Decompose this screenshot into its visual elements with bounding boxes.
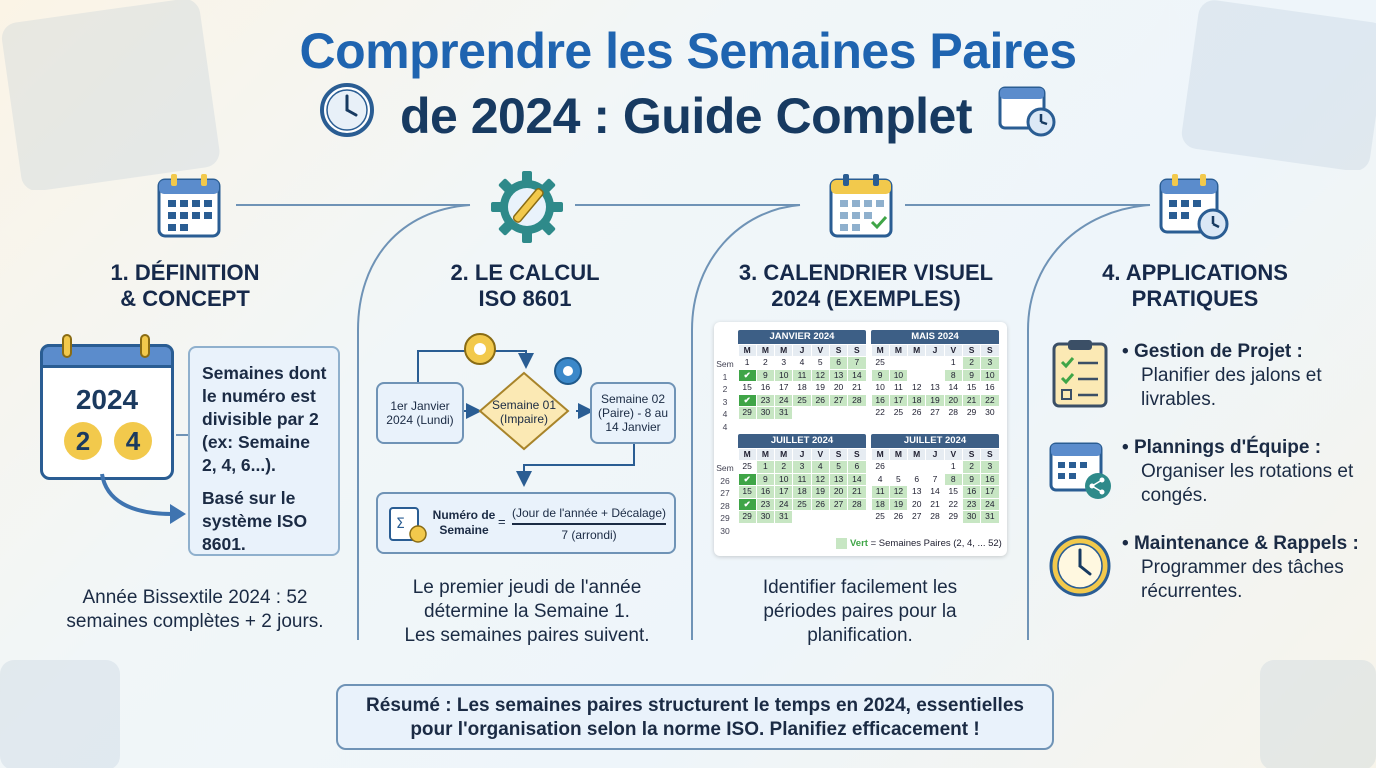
heading-line: ISO 8601 (478, 286, 572, 311)
month-july (738, 434, 866, 523)
note-line: Le premier jeudi de l'année (412, 577, 642, 598)
calendar-note (712, 576, 1008, 648)
heading-line: 3. CALENDRIER VISUEL (738, 260, 994, 285)
month-title: MAIS 2024 (871, 330, 999, 344)
note-line: détermine la Semaine 1. (424, 601, 630, 622)
note-line: périodes paires pour la (763, 601, 957, 622)
section-heading-calcul (400, 260, 650, 312)
item-title: Maintenance & Rappels : (1133, 533, 1359, 554)
formula-icon (388, 504, 428, 544)
calendar-share-icon (1048, 438, 1114, 502)
heading-line: 1. DÉFINITION (110, 260, 260, 285)
application-item: • Maintenance & Rappels : Programmer des tâches récurrentes. (1122, 532, 1362, 604)
month-title: JUILLET 2024 (871, 434, 999, 448)
definition-text: Semaines dont le numéro est divisible par 2 (ex: Semaine 2, 4, 6...). (202, 363, 327, 475)
note-line: Les semaines paires suivent. (404, 625, 650, 646)
calendar-legend (836, 538, 1002, 549)
month-grid: M M M J V S S 25 1 2 3 9 10 8 9 10 10 11 12 13 14 15 16 16 17 18 19 20 21 22 22 25 26 27 28 29 30 (871, 344, 999, 419)
month-july-2 (871, 434, 999, 523)
heading-line: & CONCEPT (120, 286, 250, 311)
note-line: Identifier facilement les (762, 577, 958, 598)
legend-word: Vert (850, 538, 868, 550)
month-grid: M M M J V S S 25 1 2 3 4 5 6 ✔ 9 10 11 12 13 14 15 16 17 18 19 20 21 ✔ 23 24 25 26 27 28 29 30 31 (738, 448, 866, 523)
formula-denominator: 7 (arrondi) (561, 528, 617, 542)
heading-line: 2024 (EXEMPLES) (771, 286, 961, 311)
week-number-column: Sem 1 2 3 4 4 (714, 358, 736, 433)
item-desc: Organiser les rotations et congés. (1141, 461, 1354, 506)
month-title: JUILLET 2024 (738, 434, 866, 448)
page-title-line1: Comprendre les Semaines Paires (299, 23, 1077, 79)
heading-line: 2. LE CALCUL (450, 260, 600, 285)
formula-fraction-bar (512, 523, 666, 525)
calendar-clock-icon (1158, 172, 1230, 242)
page-title-text: de 2024 : Guide Complet (400, 88, 972, 144)
heading-line: PRATIQUES (1131, 286, 1259, 311)
week-number-column: Sem 26 27 28 29 30 (714, 462, 736, 537)
note-line: Année Bissextile 2024 : 52 (82, 587, 308, 608)
calendar-icon (156, 172, 222, 240)
item-title: Gestion de Projet : (1133, 341, 1303, 362)
month-title: JANVIER 2024 (738, 330, 866, 344)
calendar-year: 2024 (75, 384, 139, 415)
section-heading-applications (1060, 260, 1330, 312)
note-line: planification. (807, 625, 913, 646)
formula-numerator: (Jour de l'année + Décalage) (511, 506, 667, 520)
legend-swatch (836, 538, 847, 549)
gear-wrench-icon (488, 168, 566, 246)
digit-badge: 2 (64, 422, 102, 460)
formula-label: Numéro de Semaine (432, 508, 496, 537)
item-desc: Programmer des tâches récurrentes. (1141, 557, 1344, 602)
summary-line: Résumé : Les semaines paires structurent le temps en 2024, essentielles (366, 695, 1024, 716)
svg-text:Σ: Σ (396, 516, 405, 532)
section-heading-definition (60, 260, 310, 312)
calc-note (372, 576, 682, 648)
flow-end-box: Semaine 02 (Paire) - 8 au 14 Janvier (590, 382, 676, 444)
application-item: • Gestion de Projet : Planifier des jalons et livrables. (1122, 340, 1362, 412)
heading-line: 4. APPLICATIONS (1102, 260, 1288, 285)
arrow-icon (90, 470, 190, 530)
legend-text: = Semaines Paires (2, 4, ... 52) (870, 538, 1002, 550)
clock-icon (1048, 534, 1112, 598)
calendar-examples-panel (714, 322, 1007, 556)
week-label: Sem (716, 359, 734, 369)
application-item: • Plannings d'Équipe : Organiser les rotations et congés. (1122, 436, 1362, 508)
month-grid: M M M J V S S 26 1 2 3 4 5 6 7 8 9 16 11 12 13 14 15 16 17 18 19 20 21 22 23 24 25 26 27 28 29 30 31 (871, 448, 999, 523)
summary-box (336, 684, 1054, 750)
flow-start-box: 1er Janvier 2024 (Lundi) (376, 382, 464, 444)
month-may (871, 330, 999, 419)
flow-decision-label: Semaine 01 (Impaire) (491, 398, 557, 426)
item-title: Plannings d'Équipe : (1133, 437, 1322, 458)
item-desc: Planifier des jalons et livrables. (1141, 365, 1322, 410)
formula-equals: = (498, 514, 506, 529)
calendar-check-icon (828, 172, 894, 240)
digit-badge: 4 (114, 422, 152, 460)
week-label: Sem (716, 463, 734, 473)
month-january (738, 330, 866, 419)
clipboard-checklist-icon (1050, 338, 1110, 410)
iso-text: Basé sur le système ISO 8601. (202, 488, 308, 554)
month-grid: M M M J V S S 1 2 3 4 5 6 7 ✔ 9 10 11 12 13 14 15 16 17 18 19 20 21 ✔ 23 24 25 26 27 28 29 30 31 (738, 344, 866, 419)
formula-box (376, 492, 676, 554)
definition-box (188, 346, 340, 556)
section-heading-calendar (716, 260, 1016, 312)
leap-year-note (30, 586, 360, 634)
note-line: semaines complètes + 2 jours. (66, 611, 324, 632)
summary-line: pour l'organisation selon la norme ISO. Planifiez efficacement ! (410, 719, 980, 740)
big-calendar-2024 (40, 334, 178, 484)
